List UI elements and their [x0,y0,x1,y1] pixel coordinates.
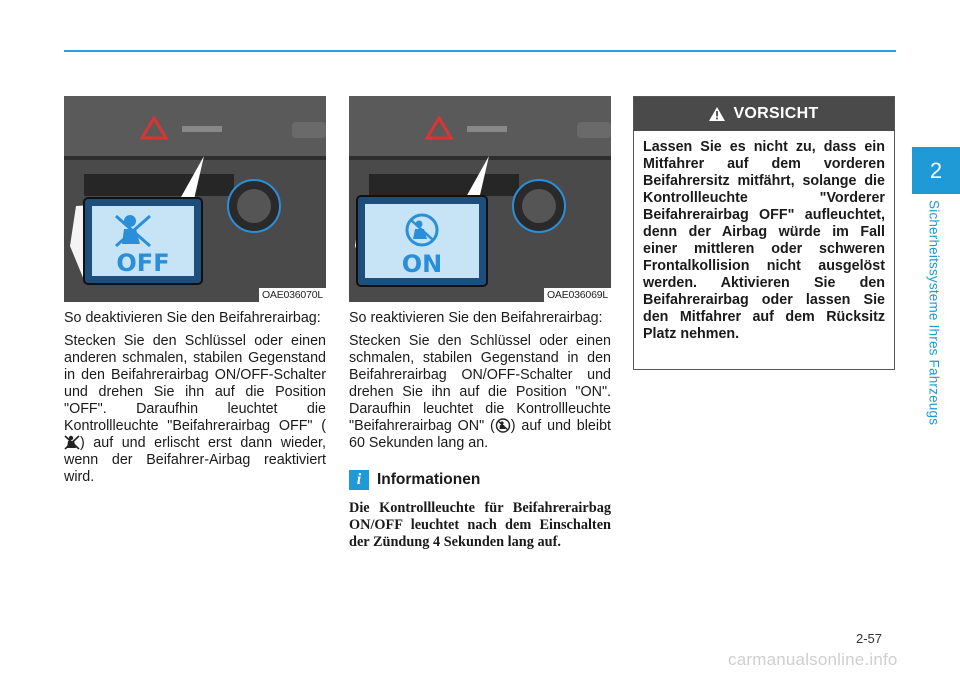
deactivate-instructions: Stecken Sie den Schlüssel oder einen anderen schmalen, stabilen Gegenstand in den Beifahrerairbag ON/OFF-Schalter und drehen Sie ihn auf die Position "OFF". Daraufhin leuchtet die Kontrollleuchte "Beifahrerairbag OFF" () auf und erlischt erst dann wieder, wenn der Beifahrer-Airbag reaktiviert wird. [64,333,326,485]
caution-box [633,96,895,370]
chapter-number-tab [912,147,960,194]
left-column [64,96,326,486]
reactivate-instructions: Stecken Sie den Schlüssel oder einen schmalen, stabilen Gegenstand in den Beifahrerairbag ON/OFF-Schalter und drehen Sie ihn auf die Position "ON". Daraufhin leuchtet die Kontrollleuchte "Beifahrerairbag ON" ( ) auf und bleibt 60 Sekunden lang an. [349,333,611,451]
warning-triangle-icon [709,107,725,121]
left-text [64,310,326,486]
deactivate-heading: So deaktivieren Sie den Beifahrerairbag: [64,310,321,326]
caution-body: Lassen Sie es nicht zu, dass ein Mitfahrer auf dem vorderen Beifahrersitz mitfährt, solange die Kontrollleuchte "Vorderer Beifahrerairbag OFF" aufleuchtet, denn der Airbag würde im Fall einer mittleren oder schweren Frontalkollision nicht ausgelöst werden. Aktivieren Sie den Beifahrerairbag oder lassen Sie den Mitfahrer auf dem Rücksitz Platz nehmen. [643,139,885,342]
watermark: carmanualsonline.info [728,650,898,669]
info-body: Die Kontrollleuchte für Beifahrerairbag ON/OFF leuchtet nach dem Einschalten der Zündung 4 Sekunden lang auf. [349,500,611,550]
airbag-off-inline-icon [64,435,80,450]
dashboard-photo-off [64,96,326,302]
chapter-number: 2 [929,157,943,183]
airbag-on-inline-icon [495,418,511,433]
indicator-off-text: OFF [116,249,170,277]
caution-title: VORSICHT [733,105,819,122]
figure-airbag-off [64,96,326,302]
info-title: Informationen [377,471,481,488]
top-rule [64,50,896,52]
reactivate-heading: So reaktivieren Sie den Beifahrerairbag: [349,310,603,326]
figure-airbag-on [349,96,611,302]
dashboard-photo-on [349,96,611,302]
info-icon: i [349,470,369,490]
caution-header [634,97,894,131]
indicator-on-text: ON [401,250,443,278]
chapter-side-title [914,200,954,440]
info-header [349,470,611,490]
chapter-title: Sicherheitssysteme Ihres Fahrzeugs [926,200,942,426]
info-box [349,470,611,551]
figure-code: OAE036070L [259,288,326,302]
figure-code: OAE036069L [544,288,611,302]
page-number: 2-57 [856,631,883,646]
middle-text [349,310,611,551]
middle-column [349,96,611,551]
